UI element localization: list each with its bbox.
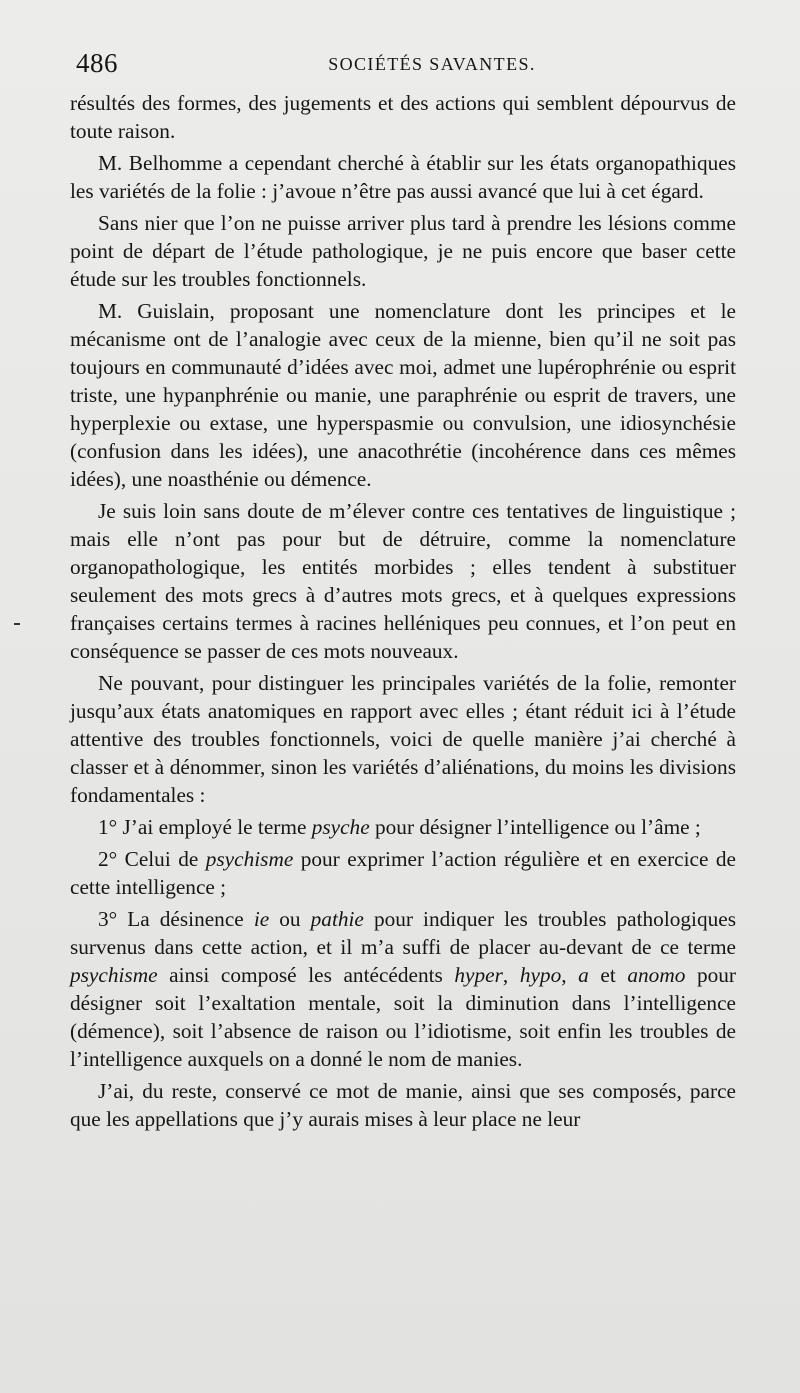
text-run: Ne pouvant, pour distinguer les principales variétés de la folie, remonter jusqu’aux états anatomiques en rapport avec elles ; étant réduit ici à l’étude attentive des troubles fonctionnels, voici de quelle manière j’ai cherché à classer et à dénommer, sinon les variétés d’aliénations, du moins les divisions fondamentales : xyxy=(70,671,736,807)
text-run: , xyxy=(561,963,579,987)
italic-term: anomo xyxy=(627,963,686,987)
text-run: et xyxy=(588,963,628,987)
paragraph xyxy=(70,1077,736,1133)
margin-mark xyxy=(14,623,20,625)
paragraph xyxy=(70,297,736,493)
page-number: 486 xyxy=(76,48,118,78)
italic-term: pathie xyxy=(310,907,364,931)
text-run: Je suis loin sans doute de m’élever contre ces tentatives de linguistique ; mais elle n’ont pas pour but de détruire, comme la nomenclature organopathologique, les entités morbides ; elles tendent à substituer seulement des mots grecs à d’autres mots grecs, et à quelques expressions françaises certains termes à racines helléniques peu connues, et l’on peut en conséquence se passer de ces mots nouveaux. xyxy=(70,499,736,663)
paragraph xyxy=(70,813,736,841)
page-header xyxy=(76,48,738,82)
text-run: 2° Celui de xyxy=(98,847,206,871)
italic-term: psychisme xyxy=(205,847,294,871)
text-run: ainsi composé les antécédents xyxy=(157,963,455,987)
text-run: , xyxy=(502,963,520,987)
paragraph xyxy=(70,669,736,809)
text-run: ou xyxy=(269,907,311,931)
text-run: M. Belhomme a cependant cherché à établir sur les états organopathiques les variétés de la folie : j’avoue n’être pas aussi avancé que lui à cet égard. xyxy=(70,151,736,203)
italic-term: hypo xyxy=(519,963,562,987)
text-run: 1° J’ai employé le terme xyxy=(98,815,312,839)
paragraph xyxy=(70,149,736,205)
body-text xyxy=(70,89,736,1137)
text-run: Sans nier que l’on ne puisse arriver plus tard à prendre les lésions comme point de départ de l’étude pathologique, je ne puis encore que baser cette étude sur les troubles fonctionnels. xyxy=(70,211,736,291)
paragraph xyxy=(70,209,736,293)
paragraph xyxy=(70,89,736,145)
paragraph xyxy=(70,845,736,901)
text-run: résultés des formes, des jugements et des actions qui semblent dépourvus de toute raison. xyxy=(70,91,736,143)
text-run: pour désigner soit l’exaltation mentale, soit la diminution dans l’intelligence (démence), soit l’absence de raison ou l’idiotisme, soit enfin les troubles de l’intelligence auxquels on a donné le nom de manies. xyxy=(70,963,736,1071)
text-run: M. Guislain, proposant une nomenclature dont les principes et le mécanisme ont de l’analogie avec ceux de la mienne, bien qu’il ne soit pas toujours en communauté d’idées avec moi, admet une lupérophrénie ou esprit triste, une hypanphrénie ou manie, une paraphrénie ou esprit de travers, une hyperplexie ou extase, une hyperspasmie ou convulsion, une idiosynchésie (confusion dans les idées), une anacothrétie (incohérence dans ces mêmes idées), une noasthénie ou démence. xyxy=(70,299,736,491)
text-run: pour indiquer les troubles pathologiques survenus dans cette action, et il m’a suffi de placer au-devant de ce terme xyxy=(70,907,737,959)
paragraph xyxy=(70,497,736,665)
text-run: pour désigner l’intelligence ou l’âme ; xyxy=(369,815,701,839)
paragraph xyxy=(70,905,736,1073)
italic-term: hyper xyxy=(454,963,503,987)
italic-term: a xyxy=(578,963,589,987)
italic-term: psychisme xyxy=(70,963,158,987)
text-run: J’ai, du reste, conservé ce mot de manie, ainsi que ses composés, parce que les appellations que j’y aurais mises à leur place ne leur xyxy=(70,1079,736,1131)
running-title: SOCIÉTÉS SAVANTES. xyxy=(328,54,536,74)
italic-term: ie xyxy=(253,907,270,931)
text-run: 3° La désinence xyxy=(98,907,254,931)
text-run: pour exprimer l’action régulière et en exercice de cette intelligence ; xyxy=(70,847,736,899)
italic-term: psyche xyxy=(311,815,370,839)
